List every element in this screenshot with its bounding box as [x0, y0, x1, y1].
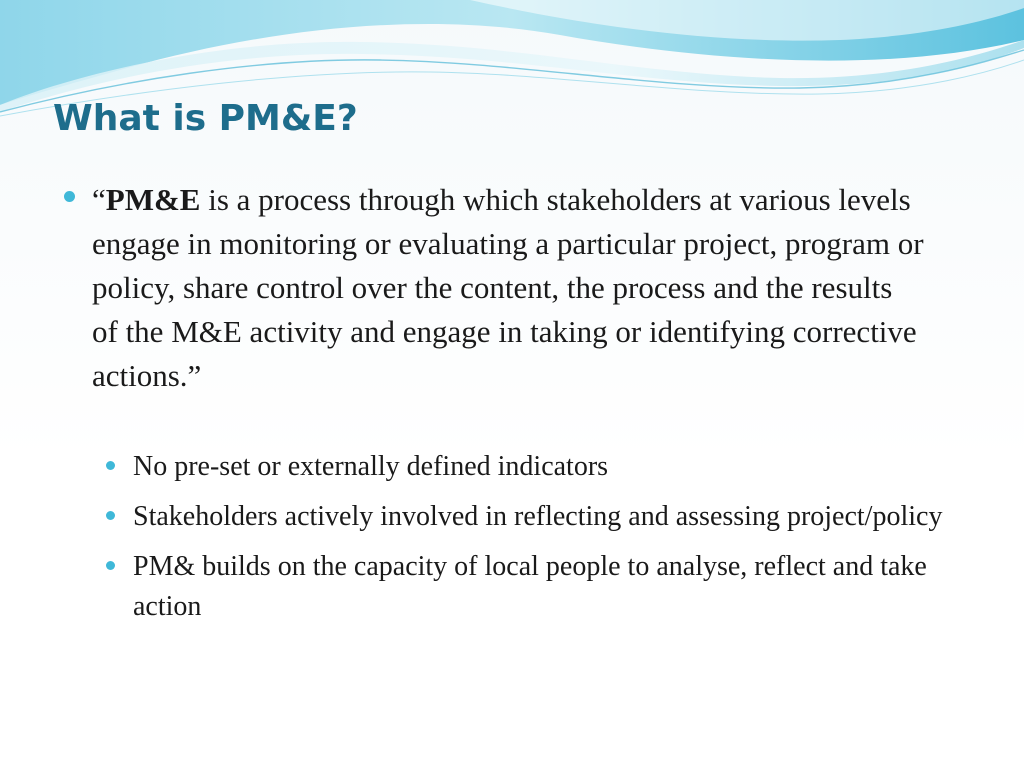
- definition-paragraph: [92, 178, 924, 398]
- sub-bullet-text: Stakeholders actively involved in reflecting and assessing project/policy: [133, 501, 943, 532]
- sub-bullet-item: [106, 447, 946, 487]
- slide-title: What is PM&E?: [53, 98, 358, 139]
- main-bullet: [64, 178, 924, 398]
- definition-text: is a process through which stakeholders at various levels engage in monitoring or evaluating a particular project, program or policy, share control over the content, the process and the results of the M&E activity and engage in taking or identifying corrective actions.”: [92, 182, 924, 393]
- sub-bullet-text: No pre-set or externally defined indicators: [133, 451, 609, 482]
- sub-bullet-item: [106, 547, 946, 627]
- circle-bullet-icon: [64, 191, 75, 202]
- sub-bullet-text: PM& builds on the capacity of local people to analyse, reflect and take action: [133, 551, 927, 622]
- circle-bullet-icon: [106, 511, 115, 520]
- circle-bullet-icon: [106, 561, 115, 570]
- quote-open: “: [92, 182, 106, 217]
- term-pme: PM&E: [105, 182, 201, 217]
- sub-bullet-item: [106, 497, 946, 537]
- sub-bullet-list: [106, 447, 946, 637]
- circle-bullet-icon: [106, 461, 115, 470]
